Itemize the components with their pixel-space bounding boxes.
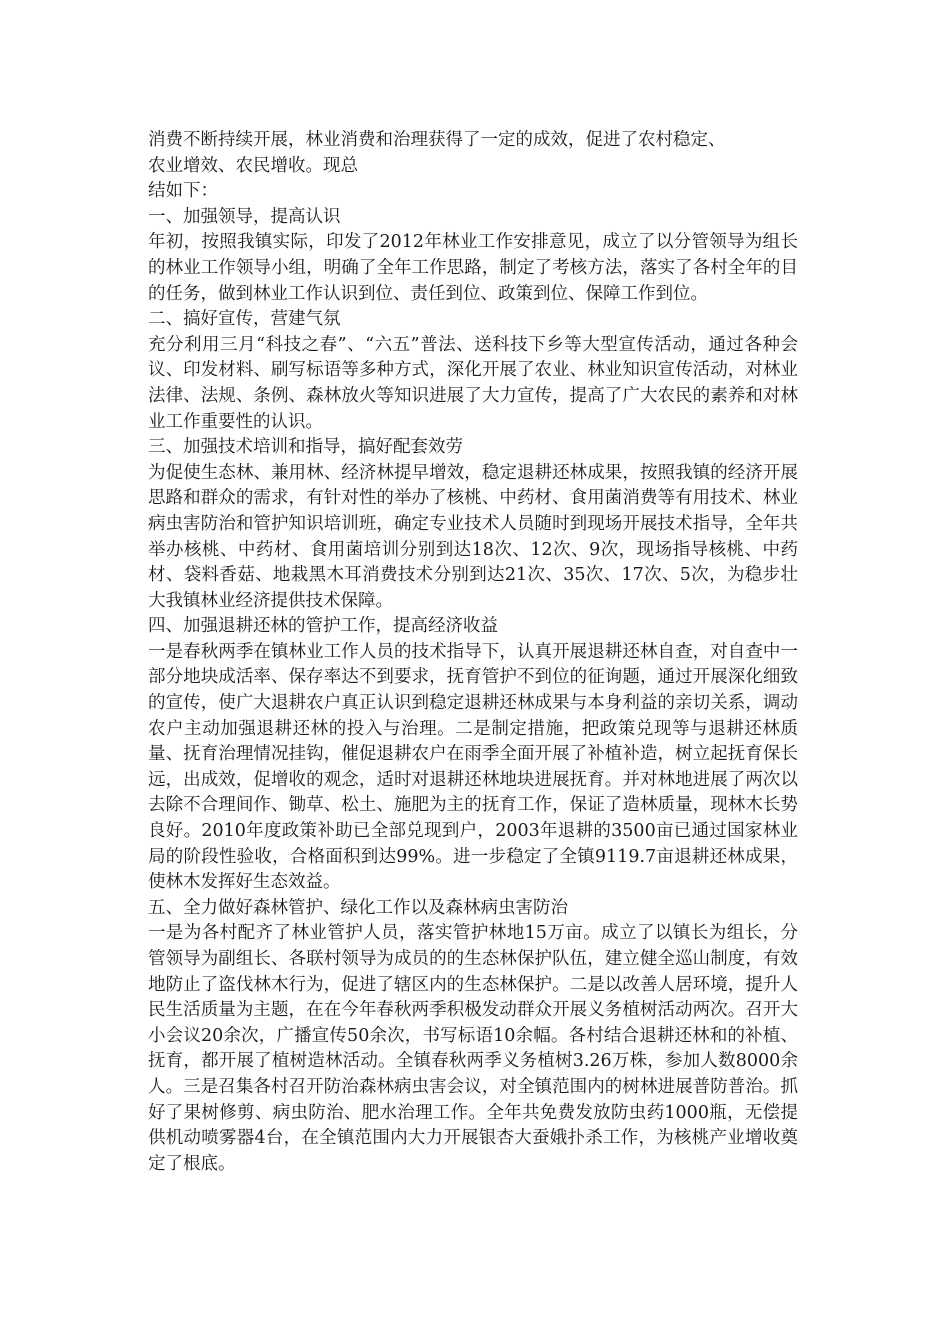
section-heading: 五、全力做好森林管护、绿化工作以及森林病虫害防治 <box>148 897 568 918</box>
section-paragraph: 充分利用三月“科技之春”、“六五”普法、送科技下乡等大型宣传活动，通过各种会议、印发材料、刷写标语等多种方式，深化开展了农业、林业知识宣传活动，对林业法律、法规、条例、森林放火等知识进展了大力宣传，提高了广大农民的素养和对林业工作重要性的认识。 <box>148 334 798 432</box>
section-heading: 三、加强技术培训和指导，搞好配套效劳 <box>148 437 463 458</box>
section-paragraph: 年初，按照我镇实际，印发了2012年林业工作安排意见，成立了以分管领导为组长的林业工作领导小组，明确了全年工作思路，制定了考核方法，落实了各村全年的目的任务，做到林业工作认识到位、责任到位、政策到位、保障工作到位。 <box>148 232 798 304</box>
intro-line: 消费不断持续开展，林业消费和治理获得了一定的成效，促进了农村稳定、 <box>148 130 726 150</box>
intro-line: 农业增效、农民增收。现总 <box>148 155 358 176</box>
section-paragraph: 一是为各村配齐了林业管护人员，落实管护林地15万亩。成立了以镇长为组长，分管领导为副组长、各联村领导为成员的的生态林保护队伍，建立健全巡山制度，有效地防止了盗伐林木行为，促进了辖区内的生态林保护。二是以改善人居环境，提升人民生活质量为主题，在在今年春秋两季积极发动群众开展义务植树活动两次。召开大小会议20余次，广播宣传50余次，书写标语10余幅。各村结合退耕还林和的补植、抚育，都开展了植树造林活动。全镇春秋两季义务植树3.26万株，参加人数8000余人。三是召集各村召开防治森林病虫害会议，对全镇范围内的树林进展普防普治。抓好了果树修剪、病虫防治、肥水治理工作。全年共免费发放防虫药1000瓶，无偿提供机动喷雾器4台，在全镇范围内大力开展银杏大蚕娥扑杀工作，为核桃产业增收奠定了根底。 <box>148 923 798 1174</box>
section-heading: 一、加强领导，提高认识 <box>148 206 341 227</box>
section-paragraph: 为促使生态林、兼用林、经济林提早增效，稳定退耕还林成果，按照我镇的经济开展思路和群众的需求，有针对性的举办了核桃、中药材、食用菌消费等有用技术、林业病虫害防治和管护知识培训班，确定专业技术人员随时到现场开展技术指导，全年共举办核桃、中药材、食用菌培训分别到达18次、12次、9次，现场指导核桃、中药材、袋料香菇、地栽黑木耳消费技术分别到达21次、35次、17次、5次，为稳步壮大我镇林业经济提供技术保障。 <box>148 462 798 611</box>
document-body <box>148 128 798 1177</box>
section-paragraph: 一是春秋两季在镇林业工作人员的技术指导下，认真开展退耕还林自查，对自查中一部分地块成活率、保存率达不到要求，抚育管护不到位的征询题，通过开展深化细致的宣传，使广大退耕农户真正认识到稳定退耕还林成果与本身利益的亲切关系，调动农户主动加强退耕还林的投入与治理。二是制定措施，把政策兑现等与退耕还林质量、抚育治理情况挂钩，催促退耕农户在雨季全面开展了补植补造，树立起抚育保长远，出成效，促增收的观念，适时对退耕还林地块进展抚育。并对林地进展了两次以去除不合理间作、锄草、松土、施肥为主的抚育工作，保证了造林质量，现林木长势良好。2010年度政策补助已全部兑现到户，2003年退耕的3500亩已通过国家林业局的阶段性验收，合格面积到达99%。进一步稳定了全镇9119.7亩退耕还林成果，使林木发挥好生态效益。 <box>148 641 798 893</box>
intro-line: 结如下： <box>148 181 218 202</box>
section-heading: 四、加强退耕还林的管护工作，提高经济收益 <box>148 616 498 637</box>
section-heading: 二、搞好宣传，营建气氛 <box>148 309 341 330</box>
